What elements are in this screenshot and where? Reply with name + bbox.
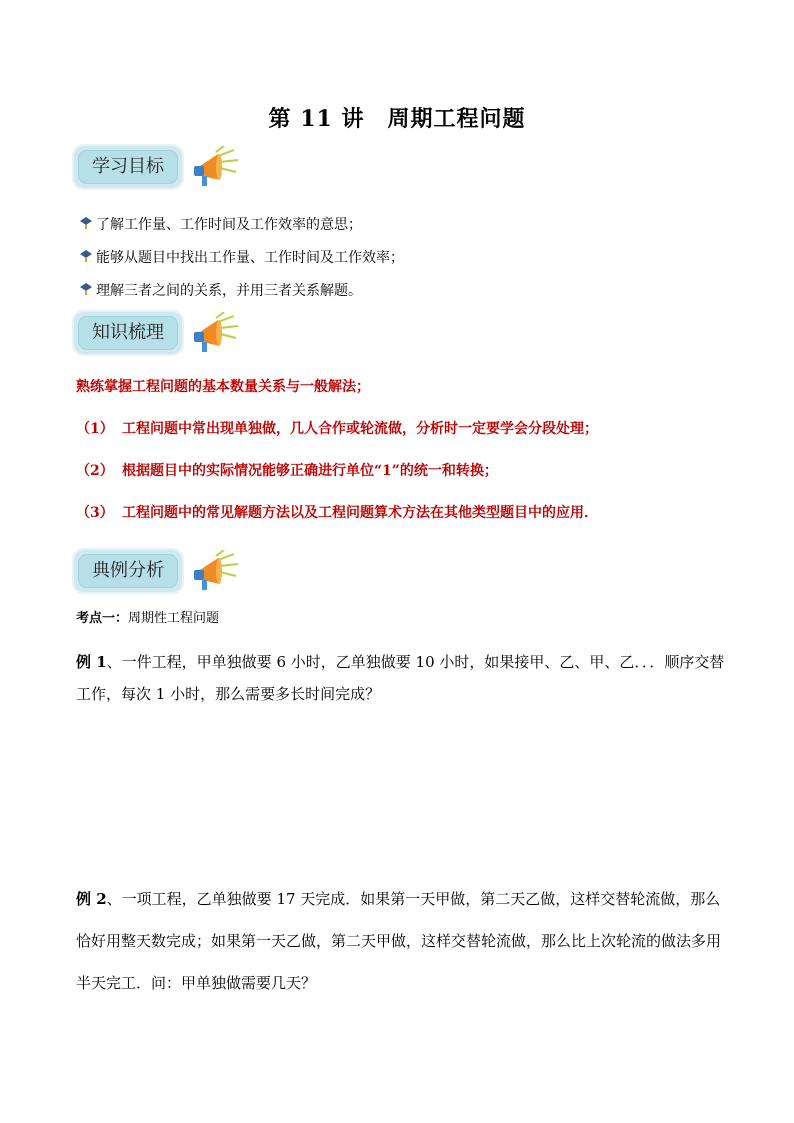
knowledge-item: （1） 工程问题中常出现单独做，几人合作或轮流做，分析时一定要学会分段处理；: [76, 421, 598, 437]
section-label: 典例分析: [78, 554, 178, 588]
example-2: 例 2、一项工程，乙单独做要 17 天完成．如果第一天甲做，第二天乙做，这样交替轮流做，那么恰好用整天数完成；如果第一天乙做，第二天甲做，这样交替轮流做，那么比上次轮流的做法多用半天完工．问：甲单独做需要几天？: [76, 890, 722, 992]
bullet-icon: [76, 281, 96, 297]
example-1: 例 1、一件工程，甲单独做要 6 小时，乙单独做要 10 小时，如果接甲、乙、甲、乙．．．顺序交替工作，每次 1 小时，那么需要多长时间完成？: [76, 653, 725, 703]
section-label: 学习目标: [78, 150, 178, 184]
section-header-examples: [72, 548, 240, 600]
bullet-icon: [76, 248, 96, 264]
megaphone-icon: [190, 146, 240, 192]
kaodian-line: 考点一：周期性工程问题: [76, 611, 220, 626]
bullet-icon: [76, 215, 96, 231]
knowledge-item: （3） 工程问题中的常见解题方法以及工程问题算术方法在其他类型题目中的应用．: [76, 505, 598, 521]
list-item: 了解工作量、工作时间及工作效率的意思；: [76, 214, 736, 247]
list-item: 能够从题目中找出工作量、工作时间及工作效率；: [76, 247, 736, 280]
section-header-knowledge: [72, 310, 240, 362]
section-header-goals: [72, 144, 240, 196]
page-title: 第 11 讲 周期工程问题: [268, 106, 526, 132]
section-label: 知识梳理: [78, 316, 178, 350]
megaphone-icon: [190, 550, 240, 596]
knowledge-item: （2） 根据题目中的实际情况能够正确进行单位“1”的统一和转换；: [76, 463, 498, 479]
knowledge-heading: 熟练掌握工程问题的基本数量关系与一般解法；: [76, 379, 370, 395]
list-item: 理解三者之间的关系，并用三者关系解题。: [76, 280, 736, 313]
goals-list: [76, 214, 736, 313]
megaphone-icon: [190, 312, 240, 358]
